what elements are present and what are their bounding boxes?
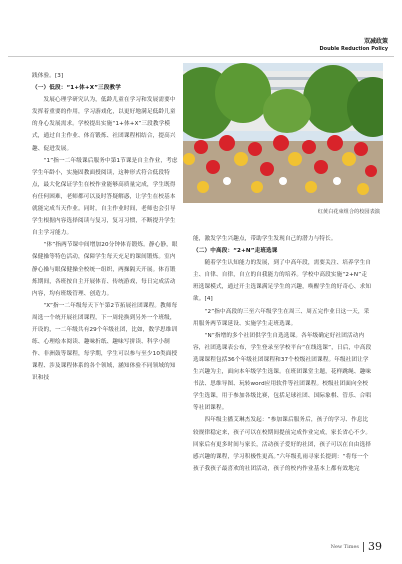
left-column xyxy=(32,70,178,384)
section-header xyxy=(319,38,388,53)
paragraph: 四年级主播艾琳杰发起：“参加课后服务后，孩子的学习、作息比较规律稳定来，孩子可以在校期间提前完成作业完成，家长省心不少。回家后有更多时间与家长，活动孩子爱好的社团，孩子可以在自由选择感兴趣的课程，学习积极性更高。”六年级孔雨寻家长提到：“将每一个孩子我孩子最喜欢的社团活动，孩子的校内作业基本上都有效地完 xyxy=(193,417,372,472)
paragraph: “N”指增的多个社团供学生自选选课。各年级确定好社团活动内容，社团选课表公布，学生登录至学校平台“在线选课”，日后，中高段选课课程包括36个年级社团课程和37个校级社团课程。年级社团让学生兴趣为主，面向本年级学生选课。在班团课堂主题，花样跳绳、趣味书法、思维导图、玩转word应用软件等社团课程。校级社团面向全校学生选课，用于参加各级比赛，包括足球社团、国际象棋、管乐、合唱等社团课程。 xyxy=(193,332,372,412)
paragraph: “体”指两节课中间增加20分钟体育锻炼。静心静，眼保健操等特色活动，保障学生每天充足的课间锻炼。室内静心操与眼保健操全校统一组织，两操隔天开展。体育锻炼期间，各班按自主开展体育、传统游戏，每日完成活动内容，均有班级管理、创造力。 xyxy=(32,242,178,297)
section-heading: （一）低段：“1+体+X”三段教学 xyxy=(32,85,122,92)
magazine-name: New Times xyxy=(330,543,359,550)
paragraph: 践体验。[3] xyxy=(32,73,64,79)
header-divider xyxy=(8,56,394,57)
right-column xyxy=(193,233,372,475)
school-performance-photo xyxy=(183,63,383,203)
section-subtitle: Double Reduction Policy xyxy=(319,46,388,52)
photo-image xyxy=(183,63,383,203)
page-footer xyxy=(331,540,382,553)
footer-divider xyxy=(363,542,364,552)
section-heading: （二）中高段：“2+N”走班选课 xyxy=(193,248,278,255)
paragraph: 能，激发学生兴趣点，带助学生发现自己的潜力与特长。 xyxy=(193,236,337,242)
page-number: 39 xyxy=(368,540,382,553)
paragraph: 发展心理学研究认为，低龄儿童在学习和发展需要中发挥着重要的作用，学习游戏化，以更好地满足低龄儿童的身心发展需求。学校提出实施“1+体+X”三段教学模式，通过自主作业、体育锻炼、社团课程相结合，提高兴趣、促进发展。 xyxy=(32,97,176,152)
paragraph: 随着学生认知能力的发展，到了中高年段，需要关注、培养学生自主、自律、自律，自立的自我能力的培养。学校中高段实施“2+N”走班选课模式，通过开主选课满足学生的兴趣，唤醒学生的好奇心、求知欲。[4] xyxy=(193,260,372,303)
paragraph: “1”指一二年级课后服务中第1节课是自主作业，考虑学生年龄小，实施固教面授阅读，这种形式符合低段特点，最大化保证学生在校作业能够高质量完成，学生既得有任何困难，老师都可以及时答疑解惑，让学生在校基本就能完成当天作业。同时，自主作业时间，老师也会引导学生根据内容选择阅读与复习，复习习惯，不断提升学生自主学习能力。 xyxy=(32,157,178,237)
photo-caption: 红黄白花束组合的校园表演 xyxy=(317,209,380,215)
section-title: 双减政策 xyxy=(363,38,388,45)
paragraph: “2”指中高段的三至六年级学生在周三、周五完作业日这一天，采用服务两节课延设、实施学生走班选课。 xyxy=(193,308,370,327)
paragraph: “X”指一二年级每天下午第2节拓展社团课程。教师每周选一个统开展社团课程，下一周轮换到另外一个班级，开设的，一二年级共有29个年级社团，比如，数学思维训练、心理绘本阅读、趣味折纸、趣味写拼读、科学小制作、非洲鼓等课程，每学期，学生可以参与至少10类面授课程、涉及课程体系的各个领域，涵知体验不同领域的知识和技 xyxy=(32,302,178,382)
